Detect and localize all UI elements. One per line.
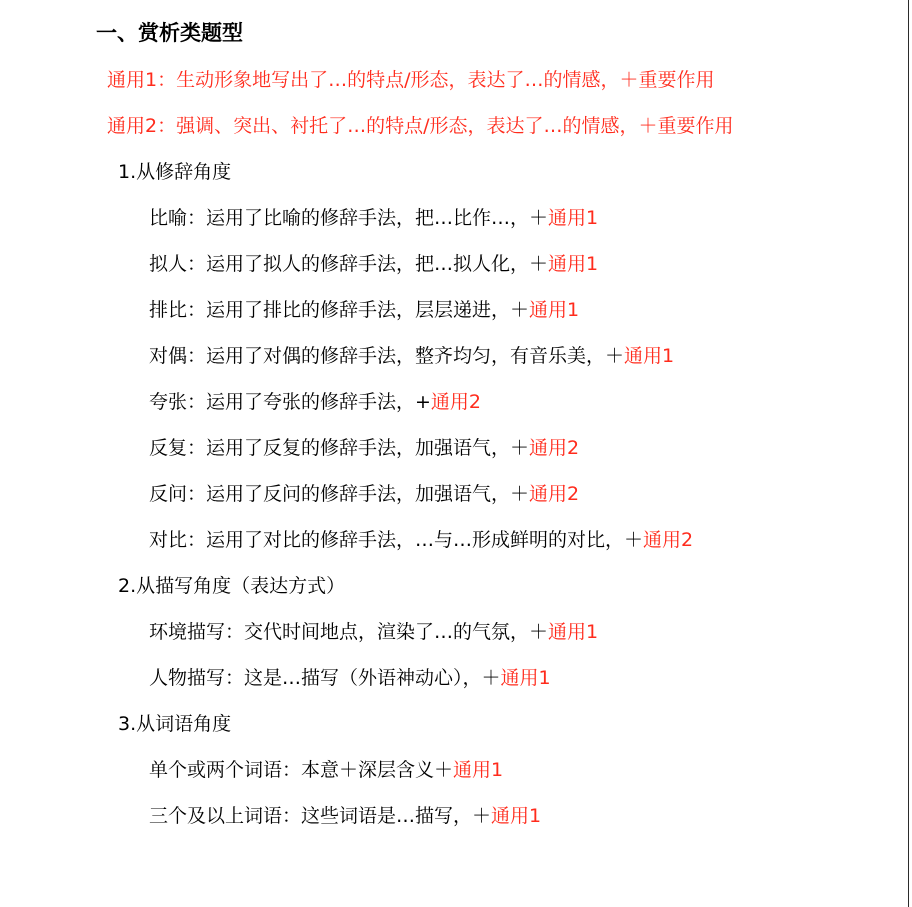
section-title-description: 2.从描写角度（表达方式） <box>118 575 346 597</box>
list-item-personification <box>149 252 598 276</box>
general-formula-2: 通用2：强调、突出、衬托了…的特点/形态，表达了…的情感，＋重要作用 <box>107 115 734 137</box>
item-ref: 通用1 <box>624 345 675 367</box>
item-text: 环境描写：交代时间地点，渲染了…的气氛，＋ <box>149 621 549 643</box>
item-ref: 通用2 <box>430 391 482 413</box>
general-formula-1: 通用1：生动形象地写出了…的特点/形态，表达了…的情感，＋重要作用 <box>107 69 715 91</box>
item-ref: 通用1 <box>548 253 599 275</box>
list-item-multiple-words <box>149 804 541 828</box>
item-text: 反复：运用了反复的修辞手法，加强语气，＋ <box>149 437 530 459</box>
item-text: 单个或两个词语：本意＋深层含义＋ <box>149 759 454 781</box>
item-text: 拟人：运用了拟人的修辞手法，把…拟人化，＋ <box>149 253 549 275</box>
item-ref: 通用1 <box>529 299 580 321</box>
list-item-contrast <box>149 528 693 552</box>
list-item-single-words <box>149 758 503 782</box>
list-item-rhetorical-question <box>149 482 579 506</box>
item-ref: 通用1 <box>453 759 504 781</box>
list-item-repetition <box>149 436 579 460</box>
item-ref: 通用1 <box>491 805 542 827</box>
item-ref: 通用2 <box>643 529 694 551</box>
item-ref: 通用1 <box>548 207 599 229</box>
list-item-metaphor <box>149 206 598 230</box>
item-text: 三个及以上词语：这些词语是…描写，＋ <box>149 805 492 827</box>
list-item-character <box>149 666 551 690</box>
item-ref: 通用1 <box>500 667 551 689</box>
item-text: 夸张：运用了夸张的修辞手法，+ <box>149 391 431 413</box>
item-text: 比喻：运用了比喻的修辞手法，把…比作…，＋ <box>149 207 549 229</box>
section-title-rhetoric: 1.从修辞角度 <box>118 161 232 183</box>
list-item-parallelism <box>149 298 579 322</box>
page-title: 一、赏析类题型 <box>96 21 243 45</box>
item-text: 对比：运用了对比的修辞手法，…与…形成鲜明的对比，＋ <box>149 529 644 551</box>
item-text: 排比：运用了排比的修辞手法，层层递进，＋ <box>149 299 530 321</box>
list-item-antithesis <box>149 344 674 368</box>
page-edge-divider <box>908 0 909 907</box>
item-text: 人物描写：这是…描写（外语神动心），＋ <box>149 667 501 689</box>
item-ref: 通用2 <box>529 483 580 505</box>
item-text: 对偶：运用了对偶的修辞手法，整齐均匀，有音乐美，＋ <box>149 345 625 367</box>
item-text: 反问：运用了反问的修辞手法，加强语气，＋ <box>149 483 530 505</box>
list-item-hyperbole <box>149 390 481 414</box>
item-ref: 通用1 <box>548 621 599 643</box>
section-title-words: 3.从词语角度 <box>118 713 232 735</box>
list-item-environment <box>149 620 598 644</box>
item-ref: 通用2 <box>529 437 580 459</box>
